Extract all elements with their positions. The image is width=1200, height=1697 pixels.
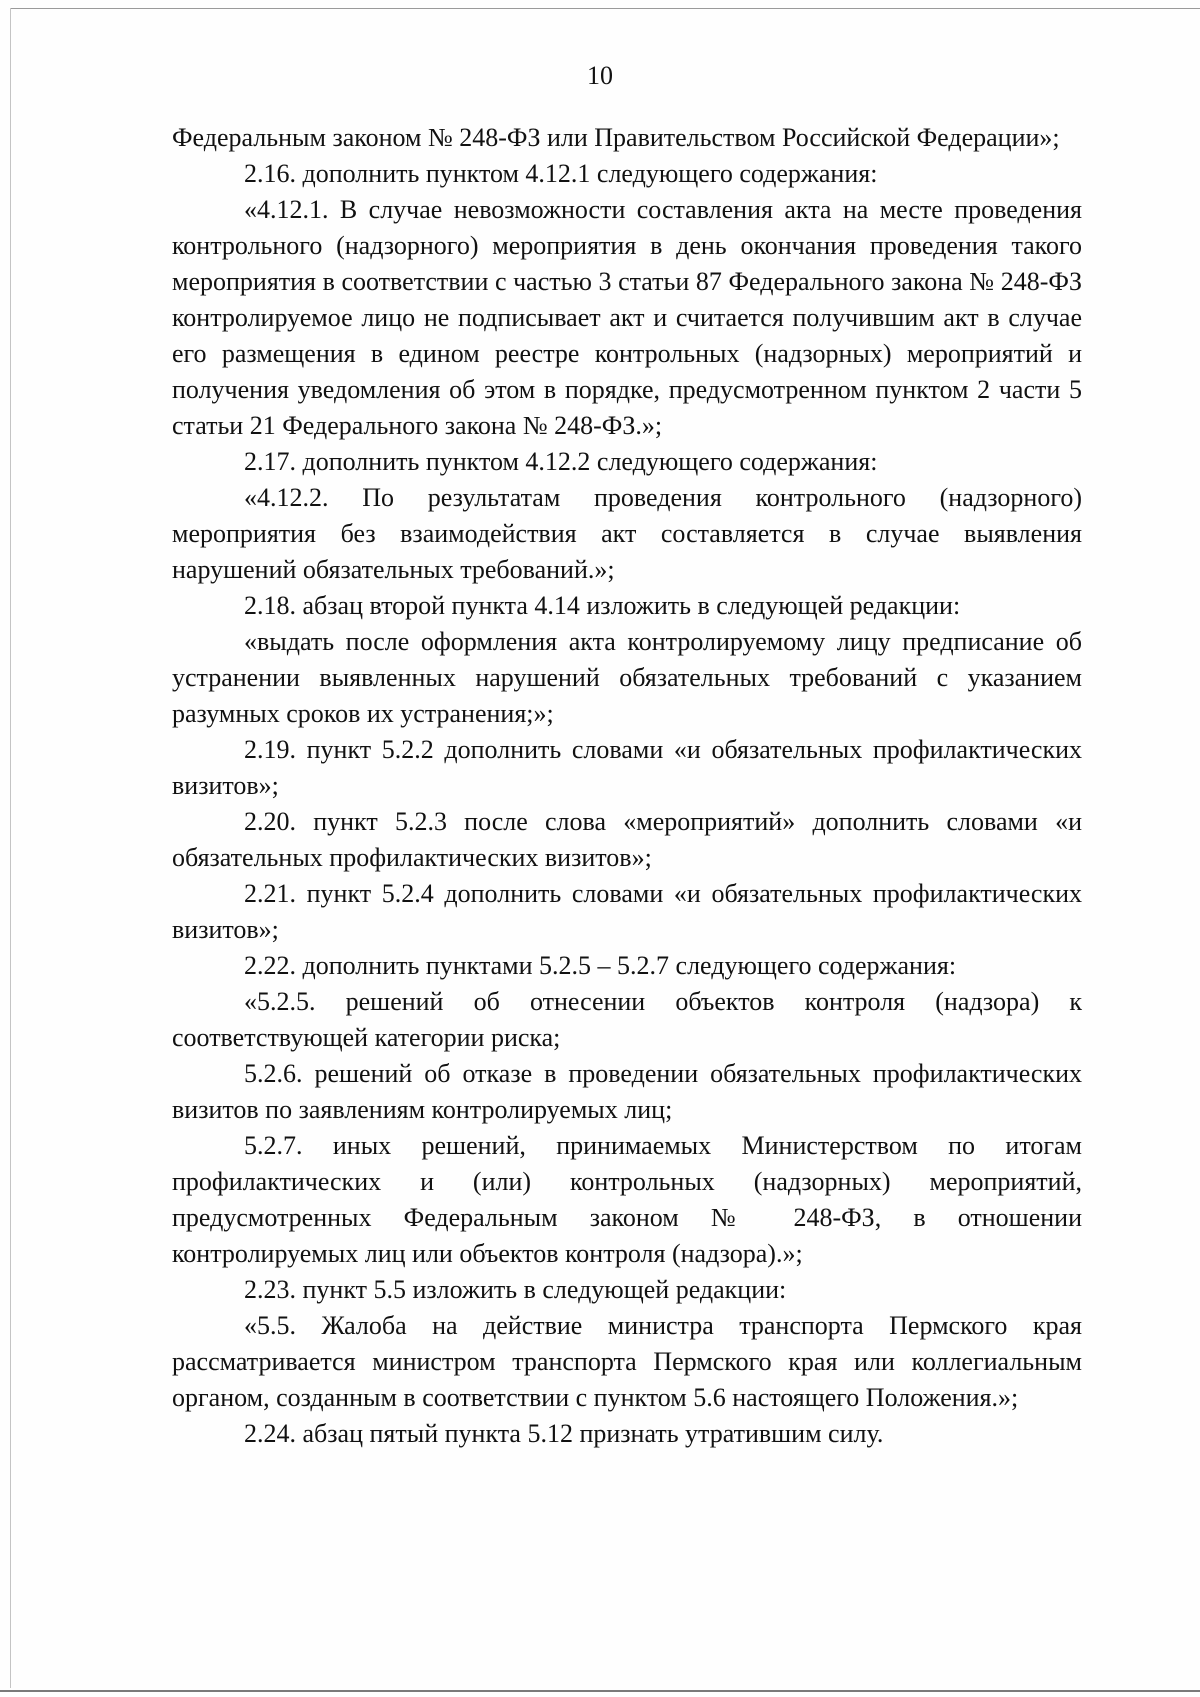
paragraph-2-18: 2.18. абзац второй пункта 4.14 изложить в следующей редакции: <box>244 591 961 620</box>
paragraph-continuation: Федеральным законом № 248-ФЗ или Правительством Российской Федерации»; <box>172 123 1060 152</box>
paragraph-2-23: 2.23. пункт 5.5 изложить в следующей редакции: <box>244 1275 787 1304</box>
paragraph-5-2-7: 5.2.7. иных решений, принимаемых Министерством по итогам профилактических и (или) контрольных (надзорных) мероприятий, предусмотренных Федеральным законом № 248-ФЗ, в отношении контролируемых лиц или объектов контроля (надзора).»; <box>172 1131 1082 1268</box>
paragraph-2-19: 2.19. пункт 5.2.2 дополнить словами «и обязательных профилактических визитов»; <box>172 735 1082 800</box>
scan-edge-bottom <box>0 1690 1200 1692</box>
paragraph-2-17: 2.17. дополнить пунктом 4.12.2 следующего содержания: <box>244 447 878 476</box>
scan-edge-top <box>10 8 1200 9</box>
paragraph-5-2-6: 5.2.6. решений об отказе в проведении обязательных профилактических визитов по заявлениям контролируемых лиц; <box>172 1059 1082 1124</box>
paragraph-2-22: 2.22. дополнить пунктами 5.2.5 – 5.2.7 следующего содержания: <box>244 951 957 980</box>
paragraph-2-16: 2.16. дополнить пунктом 4.12.1 следующего содержания: <box>244 159 878 188</box>
paragraph-2-20: 2.20. пункт 5.2.3 после слова «мероприятий» дополнить словами «и обязательных профилактических визитов»; <box>172 807 1082 872</box>
paragraph-4-12-1: «4.12.1. В случае невозможности составления акта на месте проведения контрольного (надзорного) мероприятия в день окончания проведения такого мероприятия в соответствии с частью 3 статьи 87 Федерального закона № 248-ФЗ контролируемое лицо не подписывает акт и считается получившим акт в случае его размещения в едином реестре контрольных (надзорных) мероприятий и получения уведомления об этом в порядке, предусмотренном пунктом 2 части 5 статьи 21 Федерального закона № 248-ФЗ.»; <box>172 195 1082 440</box>
paragraph-2-24: 2.24. абзац пятый пункта 5.12 признать утратившим силу. <box>244 1419 884 1448</box>
paragraph-5-5: «5.5. Жалоба на действие министра транспорта Пермского края рассматривается министром транспорта Пермского края или коллегиальным органом, созданным в соответствии с пунктом 5.6 настоящего Положения.»; <box>172 1311 1082 1412</box>
scan-edge-left <box>10 8 11 1688</box>
paragraph-5-2-5: «5.2.5. решений об отнесении объектов контроля (надзора) к соответствующей категории риска; <box>172 987 1082 1052</box>
paragraph-2-21: 2.21. пункт 5.2.4 дополнить словами «и обязательных профилактических визитов»; <box>172 879 1082 944</box>
paragraph-4-12-2: «4.12.2. По результатам проведения контрольного (надзорного) мероприятия без взаимодействия акт составляется в случае выявления нарушений обязательных требований.»; <box>172 483 1082 584</box>
page-number: 10 <box>587 61 613 90</box>
paragraph-quote-predpisanie: «выдать после оформления акта контролируемому лицу предписание об устранении выявленных нарушений обязательных требований с указанием разумных сроков их устранения;»; <box>172 627 1082 728</box>
document-body <box>172 120 1082 1452</box>
